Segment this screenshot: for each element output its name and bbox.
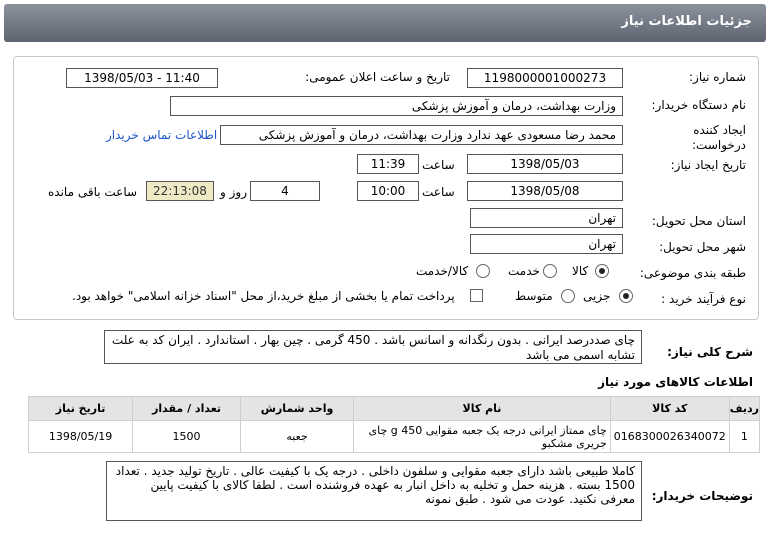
table-row bbox=[29, 421, 760, 453]
treasury-payment-note: پرداخت تمام یا بخشی از مبلغ خرید،از محل "اسناد خزانه اسلامی" خواهد بود. bbox=[72, 289, 455, 303]
announce-label: تاریخ و ساعت اعلان عمومی: bbox=[305, 70, 450, 84]
cell-row: 1 bbox=[729, 421, 759, 453]
cell-date: 1398/05/19 bbox=[29, 421, 133, 453]
col-qty: تعداد / مقدار bbox=[133, 397, 241, 421]
process-medium-label: متوسط bbox=[515, 289, 553, 303]
announce-field: 1398/05/03 - 11:40 bbox=[66, 68, 218, 88]
created-time-field: 11:39 bbox=[357, 154, 419, 174]
category-goods-service-radio[interactable] bbox=[476, 264, 490, 278]
page-title: جزئیات اطلاعات نیاز bbox=[621, 14, 752, 29]
remaining-time-label: ساعت باقی مانده bbox=[48, 185, 138, 199]
cell-qty: 1500 bbox=[133, 421, 241, 453]
cell-unit: جعبه bbox=[240, 421, 353, 453]
process-minor-radio[interactable] bbox=[619, 289, 633, 303]
need-number-field: 1198000001000273 bbox=[467, 68, 623, 88]
process-label: نوع فرآیند خرید : bbox=[661, 292, 746, 306]
description-box: چای صددرصد ایرانی . بدون رنگدانه و اسانس باشد . 450 گرمی . چین بهار . استاندارد . ایران کد به علت تشابه اسمی می باشد bbox=[104, 330, 642, 364]
col-row: ردیف bbox=[729, 397, 759, 421]
category-goods-label: کالا bbox=[572, 264, 589, 278]
cell-code: 0168300026340072 bbox=[610, 421, 729, 453]
category-service-radio[interactable] bbox=[543, 264, 557, 278]
created-date-field: 1398/05/03 bbox=[467, 154, 623, 174]
province-label: استان محل تحویل: bbox=[651, 214, 746, 228]
goods-table-header bbox=[29, 397, 760, 421]
validity-time-label: ساعت bbox=[422, 185, 455, 199]
created-date-label: تاریخ ایجاد نیاز: bbox=[670, 158, 746, 172]
treasury-payment-checkbox[interactable] bbox=[470, 289, 483, 302]
category-label: طبقه بندی موضوعی: bbox=[639, 266, 746, 280]
category-service-label: خدمت bbox=[508, 264, 540, 278]
validity-time-field: 10:00 bbox=[357, 181, 419, 201]
col-unit: واحد شمارش bbox=[240, 397, 353, 421]
description-label: شرح کلی نیاز: bbox=[667, 345, 753, 359]
creator-label: ایجاد کننده درخواست: bbox=[692, 123, 746, 152]
title-bar bbox=[4, 4, 766, 42]
buyer-label: نام دستگاه خریدار: bbox=[651, 98, 746, 112]
city-field: تهران bbox=[470, 234, 623, 254]
cell-name: چای ممتاز ایرانی درجه یک جعبه مقوایی 450 g چای جریری مشکبو bbox=[354, 421, 611, 453]
province-field: تهران bbox=[470, 208, 623, 228]
buyer-notes-box: کاملا طبیعی باشد دارای جعبه مقوایی و سلفون داخلی . درجه یک با کیفیت عالی . تاریخ تولید جدید . تعداد 1500 بسته . هزینه حمل و تخلیه به داخل انبار به عهده فروشنده است . لطفا کالای با کیفیت پایین معرفی نکنید. عودت می شود . طبق نمونه bbox=[106, 461, 642, 521]
need-number-label: شماره نیاز: bbox=[689, 70, 746, 84]
creator-field: محمد رضا مسعودی عهد ندارد وزارت بهداشت، درمان و آموزش پزشکی bbox=[220, 125, 623, 145]
city-label: شهر محل تحویل: bbox=[659, 240, 746, 254]
created-time-label: ساعت bbox=[422, 158, 455, 172]
days-remaining-field: 4 bbox=[250, 181, 320, 201]
contact-buyer-link[interactable]: اطلاعات تماس خریدار bbox=[106, 128, 218, 142]
buyer-field: وزارت بهداشت، درمان و آموزش پزشکی bbox=[170, 96, 623, 116]
validity-date-field: 1398/05/08 bbox=[467, 181, 623, 201]
goods-section-title: اطلاعات کالاهای مورد نیاز bbox=[598, 375, 753, 389]
col-name: نام کالا bbox=[354, 397, 611, 421]
category-goods-radio[interactable] bbox=[595, 264, 609, 278]
days-label: روز و bbox=[220, 185, 247, 199]
col-date: تاریخ نیاز bbox=[29, 397, 133, 421]
remaining-time-field: 22:13:08 bbox=[146, 181, 214, 201]
category-goods-service-label: کالا/خدمت bbox=[416, 264, 469, 278]
buyer-notes-label: توضیحات خریدار: bbox=[651, 489, 753, 503]
process-minor-label: جزیی bbox=[583, 289, 611, 303]
process-medium-radio[interactable] bbox=[561, 289, 575, 303]
col-code: کد کالا bbox=[610, 397, 729, 421]
goods-table bbox=[28, 396, 760, 453]
